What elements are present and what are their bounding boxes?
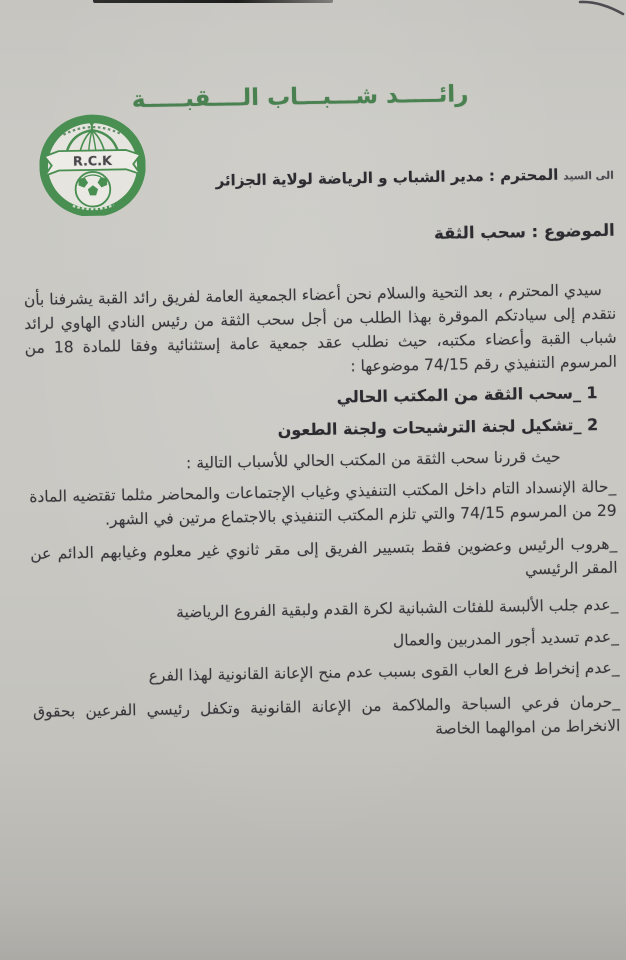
reason-item: _حرمان فرعي السباحة والملاكمة من الإعانة القانونية وتكفل رئيسي الفرعين بحقوق الانخراط من اموالهما الخاصة [32, 692, 621, 738]
addressee-text: المحترم : مدير الشباب و الرياضة لولاية الجزائر [215, 165, 559, 190]
reason-item: _هروب الرئيس وعضوين فقط بتسيير الفريق إلى مقر ثانوي غير معلوم وغيابهم الدائم عن المقر الرئيسي [30, 534, 618, 579]
reason-item: _عدم جلب الألبسة للفئات الشبانية لكرة القدم ولبقية الفروع الرياضية [176, 595, 619, 622]
demand-item-2: 2 _تشكيل لجنة الترشيحات ولجنة الطعون [277, 415, 599, 440]
intro-paragraph: سيدي المحترم ، بعد التحية والسلام نحن أعضاء الجمعية العامة لفريق رائد القبة يشرفنا بأن نتقدم إلى سيادتكم الموقرة بهذا الطلب من أجل سحب الثقة من رئيس النادي الهاوي لرائد شباب القبة وأعضاء مكتبه، حيث نطلب عقد جمعية عامة إستثنائية وفقا للمادة 18 من المرسوم التنفيذي رقم 74/15 موضوعها : [23, 280, 618, 376]
reasons-intro-line: حيث قررنا سحب الثقة من المكتب الحالي للأسباب التالية : [185, 447, 561, 473]
crest-football [75, 172, 110, 207]
reason-item: _عدم إنخراط فرع العاب القوى بسبب عدم منح الإعانة القانونية لهذا الفرع [148, 658, 620, 685]
crest-acronym: R.C.K [72, 153, 113, 170]
club-title-calligraphy: رائـــــد شـــبـــاب الــــقبـــــة [131, 81, 469, 114]
addressee-prefix: الى السيد [563, 169, 614, 183]
reason-item: _عدم تسديد أجور المدربين والعمال [392, 627, 619, 650]
subject-line: الموضوع : سحب الثقة [433, 220, 615, 243]
club-crest-logo [39, 113, 147, 217]
reason-item: _حالة الإنسداد التام داخل المكتب التنفيذي وغياب الإجتماعات والمحاضر مثلما تقتضيه المادة 29 من المرسوم 74/15 والتي تلزم المكتب التنفيذي بالاجتماع مرتين في الشهر. [29, 477, 617, 529]
addressee-line [215, 164, 613, 190]
demand-item-1: 1 _سحب الثقة من المكتب الحالي [336, 383, 598, 407]
